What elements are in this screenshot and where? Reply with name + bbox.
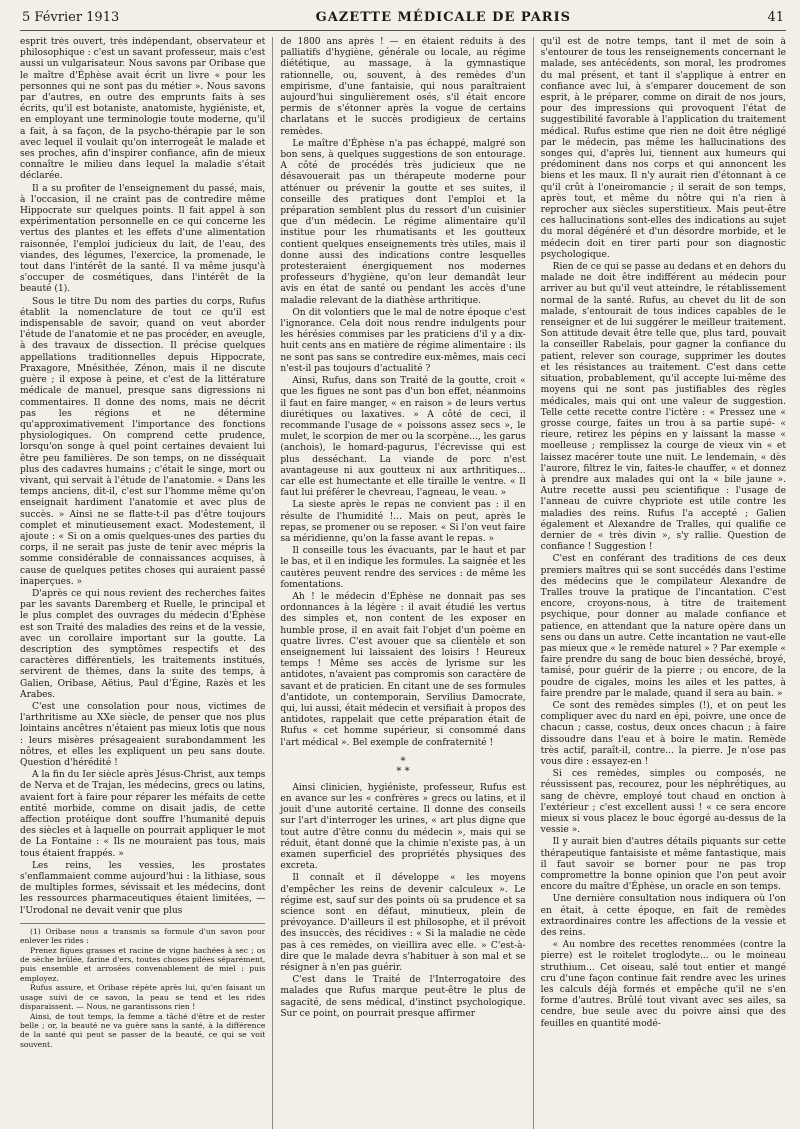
column-middle bbox=[272, 37, 525, 1129]
paragraph: Il y aurait bien d'autres détails piquants sur cette thérapeutique fantaisiste et même fantastique, mais il faut savoir se borner pour ne pas trop compromettre la bonne opinion que l'on peut avoir encore du maître d'Éphèse, un oracle en son temps. bbox=[540, 837, 786, 893]
paragraph: C'est en conférant des traditions de ces deux premiers maîtres qui se sont succédés dans l'estime des médecins que le compilateur Alexandre de Tralles trouve la pratique de l'incantation. C'est encore, croyons-nous, à titre de traitement psychique, pour donner au malade confiance et patience, en attendant que la nature opère dans un sens ou dans un autre. Cette incantation ne vaut-elle pas mieux que « le remède naturel » ? Par exemple « faire prendre du sang de bouc bien desséché, broyé, tamisé, pour guérir de la pierre ; ou encore, de la poudre de cigales, moins les ailes et les pattes, à faire prendre par le malade, quand il sera au bain. » bbox=[540, 554, 786, 699]
column-right bbox=[533, 37, 786, 1129]
paragraph: esprit très ouvert, très indépendant, observateur et philosophique : c'est un savant professeur, mais c'est aussi un vulgarisateur. Nous savons par Oribase que le maître d'Éphèse avait écrit un livre « pour les personnes qui ne sont pas du métier ». Nous savons par d'autres, en outre des emprunts faits à ses écrits, qu'il est botaniste, anatomiste, hygiéniste, et, en employant une terminologie toute moderne, qu'il a fait, à sa façon, de la psycho-thérapie par le son avec lequel il voulait qu'on interrogeât le malade et ses proches, afin d'inspirer confiance, afin de mieux connaître le milieu dans lequel la maladie s'était déclarée. bbox=[20, 37, 266, 182]
text-columns bbox=[20, 37, 786, 1129]
paragraph: Ainsi, Rufus, dans son Traité de la goutte, croit « que les figues ne sont pas d'un bon effet, néanmoins il faut en faire manger, « en raison » de leurs vertus diurétiques ou laxatives. » A côté de ceci, il recommande l'usage de « poissons assez secs », le mulet, le scorpion de mer ou la scorpène..., les garus (anchois), le homard-pagurus, l'écrevisse qui est plus desséchant. La viande de porc n'est avantageuse ni aux goutteux ni aux arthritiques... car elle est humectante et elle tiraille le ventre. « Il faut lui préférer le chevreau, l'agneau, le veau. » bbox=[280, 376, 526, 499]
page-number: 41 bbox=[767, 10, 784, 25]
paragraph: A la fin du Ier siècle après Jésus-Christ, aux temps de Nerva et de Trajan, les médecins, grecs ou latins, avaient fort à faire pour réparer les méfaits de cette entité morbide, comme on disait jadis, de cette affection protéique dont souffre l'humanité depuis des siècles et à laquelle on pourrait appliquer le mot de La Fontaine : « Ils ne mouraient pas tous, mais tous étaient frappés. » bbox=[20, 770, 266, 859]
paragraph: C'est une consolation pour nous, victimes de l'arthritisme au XXe siècle, de penser que nos plus lointains ancêtres n'étaient pas mieux lotis que nous : leurs misères présageaient surabondamment les nôtres, et elles les expliquent un peu sans doute. Question d'hérédité ! bbox=[20, 701, 266, 768]
paragraph: Rien de ce qui se passe au dedans et en dehors du malade ne doit être indifférent au médecin pour arriver au but qu'il veut atteindre, le rétablissement normal de la santé. Rufus, au chevet du lit de son malade, s'entourait de tous indices capables de le renseigner et de lui suggérer le meilleur traitement. Son attitude devait être telle que, plus tard, pouvait la conseiller Rabelais, pour gagner la confiance du patient, relever son courage, supprimer les doutes et les résistances au traitement. C'est dans cette situation, probablement, qu'il accepte lui-même des moyens qui ne sont pas justifiables des règles médicales, mais qui ont une valeur de suggestion. Telle cette recette contre l'ictère : « Pressez une « grosse courge, faites un trou à sa partie supé- « rieure, retirez les pépins en y laissant la masse « moelleuse ; remplissez la courge de vieux vin « et laissez macérer toute une nuit. Le lendemain, « dès l'aurore, filtrez le vin, faites-le chauffer, « et donnez à prendre aux malades qui ont la « bile jaune ». Autre recette aussi peu scientifique : l'usage de l'anneau de cuivre chypriote est utile contre les maladies des reins. Rufus l'a accepté ; Galien également et Alexandre de Tralles, qui qualifie ce dernier de « très divin », s'y rallie. Question de confiance ! Suggestion ! bbox=[540, 262, 786, 553]
paragraph: Les reins, les vessies, les prostates s'enflammaient comme aujourd'hui : la lithiase, sous de multiples formes, sévissait et les médecins, dont les ressources pharmaceutiques étaient limitées, — l'Urodonal ne devait venir que plus bbox=[20, 860, 266, 916]
footnotes bbox=[20, 923, 265, 1049]
paragraph: Il a su profiter de l'enseignement du passé, mais, à l'occasion, il ne craint pas de contredire même Hippocrate sur quelques points. Il fait appel à son expérimentation personnelle en ce qui concerne les vertus des plantes et les effets d'une alimentation raisonnée, l'emploi judicieux du lait, de l'eau, des viandes, des légumes, l'exercice, la promenade, le tout dans l'intérêt de la santé. Il va même jusqu'à s'occuper de cosmétiques, dans l'intérêt de la beauté (1). bbox=[20, 183, 266, 295]
paragraph: Sous le titre Du nom des parties du corps, Rufus établit la nomenclature de tout ce qu'il est indispensable de savoir, quand on veut aborder l'étude de l'anatomie et ne pas procéder, en aveugle, à des travaux de dissection. Il précise quelques appellations traditionnelles depuis Hippocrate, Praxagore, Mnésithée, Zénon, mais il ne discute guère ; il expose à peine, et c'est de la littérature médicale de manuel, presque sans digressions ni commentaires. Il donne des noms, mais ne décrit pas les régions et ne détermine qu'approximativement l'importance des fonctions physiologiques. On comprend cette prudence, lorsqu'on songe à quel point certaines devaient lui être peu familières. De son temps, on ne disséquait plus des cadavres humains ; c'était le singe, mort ou vivant, qui servait à l'étude de l'anatomie. « Dans les temps anciens, dit-il, c'est sur l'homme même qu'on enseignait hardiment l'anatomie et avec plus de succès. » Ainsi ne se flatte-t-il pas d'être toujours complet et minutieusement exact. Modestement, il ajoute : « Si on a omis quelques-unes des parties du corps, il ne serait pas juste de tenir avec mépris la somme considérable de connaissances acquises, à cause de quelques petites choses qui auraient passé inaperçues. » bbox=[20, 296, 266, 587]
paragraph: Ce sont des remèdes simples (!), et on peut les compliquer avec du nard en épi, poivre, une once de chacun ; casse, costus, deux onces chacun ; à faire dissoudre dans l'eau et à boire le matin. Remède très actif, paraît-il, contre... la pierre. Je n'ose pas vous dire : essayez-en ! bbox=[540, 700, 786, 767]
journal-title: GAZETTE MÉDICALE DE PARIS bbox=[315, 10, 572, 25]
paragraph: On dit volontiers que le mal de notre époque c'est l'ignorance. Cela doit nous rendre indulgents pour les hérésies commises par les praticiens d'il y a dix-huit cents ans en matière de régime alimentaire : ils ne sont pas sans se contredire eux-mêmes, mais ceci n'est-il pas toujours d'actualité ? bbox=[280, 307, 526, 374]
paragraph: La sieste après le repas ne convient pas : il en résulte de l'humidité !... Mais on peut, après le repas, se promener ou se reposer. « Si l'on veut faire sa méridienne, qu'on la fasse avant le repas. » bbox=[280, 500, 526, 544]
paragraph: Le maître d'Éphèse n'a pas échappé, malgré son bon sens, à quelques suggestions de son entourage. A côté de procédés très judicieux que ne désavouerait pas un thérapeute moderne pour atténuer ou prévenir la goutte et ses suites, il conseille des pratiques dont l'emploi et la préparation semblent plus du ressort d'un cuisinier que d'un médecin. Le régime alimentaire qu'il institue pour les rhumatisants et les goutteux contient quelques enseignements très utiles, mais il donne aussi des indications contre lesquelles protesteraient énergiquement nos modernes professeurs d'hygiène, qu'on leur demandât leur avis en état de santé ou pendant les accès d'une maladie relevant de la diathèse arthritique. bbox=[280, 138, 526, 306]
running-header bbox=[20, 10, 786, 31]
paragraph: de 1800 ans après ! — en étaient réduits à des palliatifs d'hygiène, générale ou locale, au régime diététique, au massage, à la gymnastique rationnelle, ou, souvent, à des remèdes d'un empirisme, d'une fantaisie, qui nous paraîtraient aujourd'hui singulièrement osés, s'il était encore permis de s'étonner après la vogue de certains charlatans et le succès prodigieux de certains remèdes. bbox=[280, 37, 526, 137]
footnote: (1) Oribase nous a transmis sa formule d'un savon pour enlever les rides : bbox=[20, 926, 266, 946]
footnote: Prenez figues grasses et racine de vigne hachées à sec ; os de sèche brûlée, farine d'ers, toutes choses pilées séparément, puis ensemble et arrosées convenablement de miel : puis employez. bbox=[20, 945, 266, 983]
paragraph: Il conseille tous les évacuants, par le haut et par le bas, et il en indique les formules. La saignée et les cautères peuvent rendre des services : de même les fomentations. bbox=[280, 546, 526, 590]
paragraph: Ainsi clinicien, hygiéniste, professeur, Rufus est en avance sur les « confrères » grecs ou latins, et il jouit d'une autorité certaine. Il donne des conseils sur l'art d'interroger les urines, « art plus digne que tout autre d'être connu du médecin », mais qui se réduit, étant donné que la chimie n'existe pas, à un examen superficiel des propriétés physiques des excreta. bbox=[280, 782, 526, 872]
footnote: Rufus assure, et Oribase répète après lui, qu'en faisant un usage suivi de ce savon, la peau se tend et les rides disparaissent. — Nous, ne garantissons rien ! bbox=[20, 983, 266, 1012]
issue-date: 5 Février 1913 bbox=[22, 10, 120, 25]
footnote: Ainsi, de tout temps, la femme a tâché d'être et de rester belle ; or, la beauté ne va guère sans la santé, à la différence de la santé qui peut se passer de la beauté, ce qui se voit souvent. bbox=[20, 1011, 266, 1049]
paragraph: Une dernière consultation nous indiquera où l'on en était, à cette époque, en fait de remèdes extraordinaires contre les affections de la vessie et des reins. bbox=[540, 894, 786, 939]
paragraph: Il connaît et il développe « les moyens d'empêcher les reins de devenir calculeux ». Le régime est, sauf sur des points où sa prudence et sa science sont en défaut, minutieux, plein de prévoyance. D'ailleurs il est philosophe, et il prévoit des insuccès, des récidives : « Si la maladie ne cède pas à ces remèdes, on vieillira avec elle. » C'est-à-dire que le malade devra s'habituer à son mal et se résigner à n'en pas guérir. bbox=[280, 873, 526, 974]
paragraph: qu'il est de notre temps, tant il met de soin à s'entourer de tous les renseignements concernant le malade, ses antécédents, son moral, les prodromes du mal présent, et tant il s'applique à entrer en confiance avec lui, à s'emparer doucement de son esprit, à le préparer, comme on dirait de nos jours, pour des impressions qui provoquent l'état de suggestibilité favorable à l'application du traitement médical. Rufus estime que rien ne doit être négligé par le médecin, pas même les hallucinations des songes qui, d'après lui, tiennent aux humeurs qui prédominent dans nos corps et qui annoncent les biens et les maux. Il n'y aurait rien d'étonnant à ce qu'il crût à l'oneiromancie ; il serait de son temps, après tout, et même du nôtre qui n'a rien à reprocher aux siècles superstitieux. Mais peut-être ces hallucinations sont-elles des indications au sujet du moral dégénéré et d'un désordre morbide, et le médecin doit en tirer parti pour son diagnostic psychologique. bbox=[540, 37, 786, 260]
paragraph: D'après ce qui nous revient des recherches faites par les savants Daremberg et Ruelle, le principal et le plus complet des ouvrages du médecin d'Éphèse est son Traité des maladies des reins et de la vessie, avec un corollaire important sur la goutte. La description des symptômes respectifs et des caractères différentiels, les traitements institués, servirent de thèmes, dans la suite des temps, à Galien, Oribase, Aëtius, Paul d'Égine, Razès et les Arabes. bbox=[20, 588, 266, 700]
section-separator: * * * bbox=[396, 755, 410, 777]
paragraph: Si ces remèdes, simples ou composés, ne réussissent pas, recourez, pour les néphrétiques, au sang de chèvre, employé tout chaud en onction à l'extérieur ; c'est excellent aussi ! « ce sera encore mieux si vous placez le bouc égorgé au-dessus de la vessie ». bbox=[540, 769, 786, 836]
paragraph: Ah ! le médecin d'Éphèse ne donnait pas ses ordonnances à la légère : il avait étudié les vertus des simples et, non content de les exposer en humble prose, il en avait fait l'objet d'un poème en quatre livres. C'est avouer que sa clientèle et son enseignement lui laissaient des loisirs ! Heureux temps ! Même ses accès de lyrisme sur les antidotes, n'avaient pas compromis son caractère de savant et de praticien. En citant une de ses formules d'antidote, un contemporain, Servilius Damocrate, qui, lui aussi, était médecin et versifiait à propos des antidotes, rappelait que cette préparation était de Rufus « cet homme supérieur, si consommé dans l'art médical ». Bel exemple de confraternité ! bbox=[280, 591, 526, 748]
paragraph: C'est dans le Traité de l'Interrogatoire des malades que Rufus marque peut-être le plus de sagacité, de sens médical, d'instinct psychologique. Sur ce point, on pourrait presque affirmer bbox=[280, 975, 526, 1019]
column-left bbox=[20, 37, 265, 1129]
paragraph: « Au nombre des recettes renommées (contre la pierre) est le roitelet troglodyte... ou le moineau struthium... Cet oiseau, salé tout entier et mangé cru d'une façon continue fait rendre avec les urines les calculs déjà formés et empêche qu'il ne s'en forme d'autres. Brûlé tout vivant avec ses ailes, sa cendre, bue seule avec du poivre ainsi que des feuilles en quantité modé- bbox=[540, 940, 786, 1029]
